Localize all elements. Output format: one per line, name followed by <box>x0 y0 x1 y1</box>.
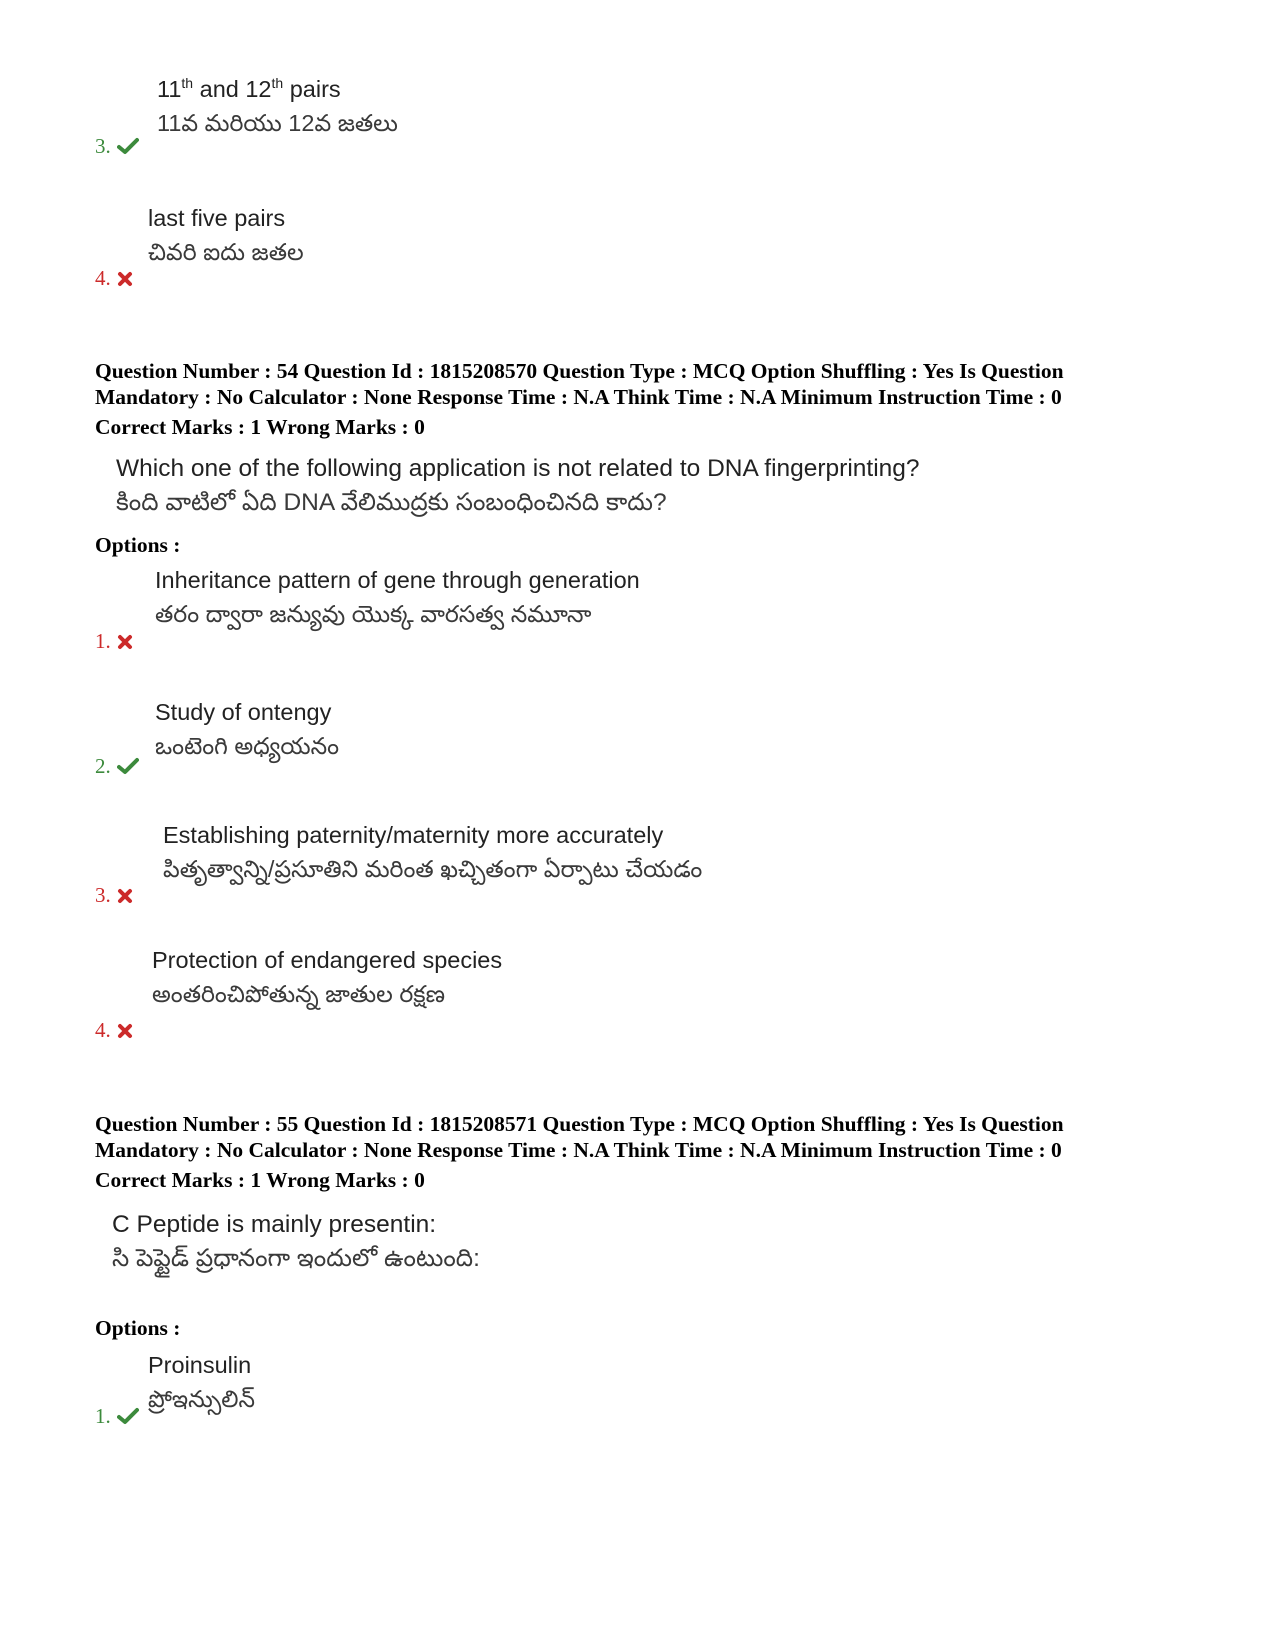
check-icon <box>117 1406 139 1430</box>
question-text-en: Which one of the following application is not related to DNA fingerprinting? <box>116 455 920 482</box>
option-number: 1. <box>95 1404 139 1430</box>
marks-info: Correct Marks : 1 Wrong Marks : 0 <box>95 1168 425 1192</box>
option-text-en: last five pairs <box>148 205 286 231</box>
option-text-te: అంతరించిపోతున్న జాతుల రక్షణ <box>152 981 445 1007</box>
check-icon <box>117 756 139 780</box>
option-text <box>163 818 702 886</box>
marks-info: Correct Marks : 1 Wrong Marks : 0 <box>95 415 425 439</box>
option-number: 2. <box>95 754 139 780</box>
option-text-en: Proinsulin <box>148 1352 252 1378</box>
question-text-te: సి పెప్టైడ్ ప్రధానంగా ఇందులో ఉంటుంది: <box>112 1245 480 1272</box>
option-text-te: తరం ద్వారా జన్యువు యొక్క వారసత్వ నమూనా <box>155 601 592 627</box>
option-text-en: 11th and 12th pairs <box>157 75 341 102</box>
options-label: Options : <box>95 1316 181 1340</box>
cross-icon <box>117 1020 133 1044</box>
option-text <box>155 563 640 631</box>
option-text <box>155 695 339 763</box>
question-text <box>112 1208 480 1276</box>
question-text-te: కింది వాటిలో ఏది DNA వేలిముద్రకు సంబంధించినది కాదు? <box>116 489 667 516</box>
option-text-te: ఒంటెంగి అధ్యయనం <box>155 733 340 759</box>
option-text <box>148 201 304 269</box>
option-text-en: Protection of endangered species <box>152 947 503 973</box>
question-text-en: C Peptide is mainly presentin: <box>112 1211 437 1238</box>
question-meta: Question Number : 54 Question Id : 1815208570 Question Type : MCQ Option Shuffling : Yes Is Question Mandatory : No Calculator : None Response Time : N.A Think Time : N.A Minimum Instruction Time : 0 Correct Marks : 1 Wrong Marks : 0 <box>95 358 1185 440</box>
option-text <box>157 72 398 140</box>
option-text <box>152 943 502 1011</box>
option-text <box>148 1348 255 1416</box>
cross-icon <box>117 268 133 292</box>
option-text-en: Study of ontengy <box>155 699 332 725</box>
check-icon <box>117 136 139 160</box>
cross-icon <box>117 631 133 655</box>
option-text-en: Establishing paternity/maternity more accurately <box>163 822 664 848</box>
option-text-te: చివరి ఐదు జతల <box>148 239 304 265</box>
question-meta: Question Number : 55 Question Id : 1815208571 Question Type : MCQ Option Shuffling : Yes Is Question Mandatory : No Calculator : None Response Time : N.A Think Time : N.A Minimum Instruction Time : 0 Correct Marks : 1 Wrong Marks : 0 <box>95 1111 1185 1193</box>
option-text-te: పితృత్వాన్ని/ప్రసూతిని మరింత ఖచ్చితంగా ఏర్పాటు చేయడం <box>163 856 703 882</box>
cross-icon <box>117 885 133 909</box>
option-text-te: ప్రోఇన్సులిన్ <box>148 1386 255 1412</box>
option-number: 1. <box>95 629 133 655</box>
option-number: 3. <box>95 134 139 160</box>
option-text-te: 11వ మరియు 12వ జతలు <box>157 110 398 136</box>
option-number: 4. <box>95 1018 133 1044</box>
option-text-en: Inheritance pattern of gene through generation <box>155 567 640 593</box>
option-number: 3. <box>95 883 133 909</box>
options-label: Options : <box>95 533 181 557</box>
option-number: 4. <box>95 266 133 292</box>
question-text <box>116 452 920 520</box>
